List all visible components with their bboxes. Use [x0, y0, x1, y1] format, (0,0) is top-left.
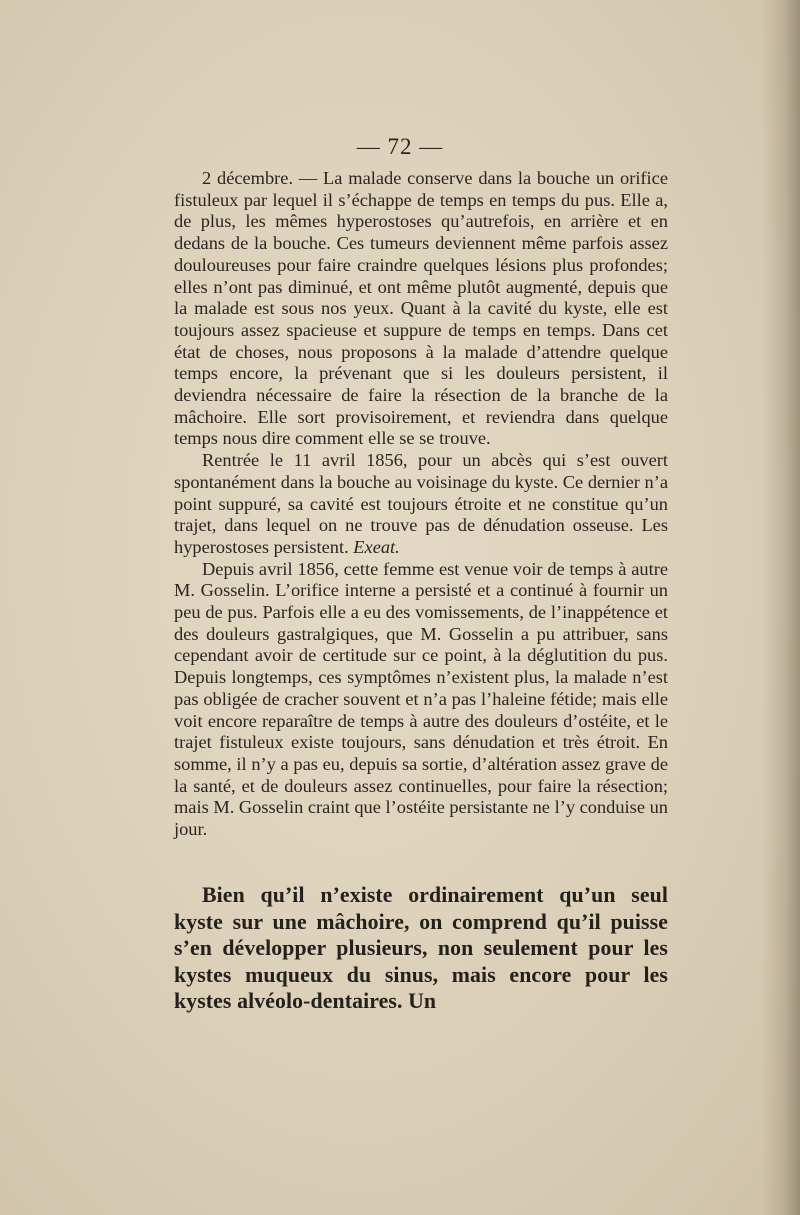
discussion-section: [174, 882, 668, 1015]
paragraph-december: 2 décembre. — La malade conserve dans la bouche un orifice fistuleux par lequel il s’échappe de temps en temps du pus. Elle a, de plus, les mêmes hyperostoses qu’autrefois, en arrière et en dedans de la bouche. Ces tumeurs deviennent même parfois assez douloureuses pour faire craindre quelques lésions plus profondes; elles n’ont pas diminué, et ont même plutôt augmenté, depuis que la malade est sous nos yeux. Quant à la cavité du kyste, elle est toujours assez spacieuse et suppure de temps en temps. Dans cet état de choses, nous proposons à la malade d’attendre quelque temps encore, la prévenant que si les douleurs persistent, il deviendra nécessaire de faire la résection de la branche de la mâchoire. Elle sort provisoirement, et reviendra dans quelque temps nous dire comment elle se se trouve.: [174, 168, 668, 449]
paragraph-readmission-text: Rentrée le 11 avril 1856, pour un abcès qui s’est ouvert spontanément dans la bouche au voisinage du kyste. Ce dernier n’a point suppuré, sa cavité est toujours étroite et ne constitue qu’un trajet, dans lequel on ne trouve pas de dénudation osseuse. Les hyperostoses persistent.: [174, 450, 668, 557]
page-number: — 72 —: [356, 134, 444, 159]
paragraph-follow-up: Depuis avril 1856, cette femme est venue voir de temps à autre M. Gosselin. L’orifice interne a persisté et a continué à fournir un peu de pus. Parfois elle a eu des vomissements, de l’inappétence et des douleurs gastralgiques, que M. Gosselin a pu attribuer, sans cependant avoir de certitude sur ce point, à la déglutition du pus. Depuis longtemps, ces symptômes n’existent plus, la malade n’est pas obligée de cracher souvent et n’a pas l’haleine fétide; mais elle voit encore reparaître de temps à autre des douleurs d’ostéite, et le trajet fistuleux existe toujours, sans dénudation et très étroit. En somme, il n’y a pas eu, depuis sa sortie, d’altération assez grave de la santé, et de douleurs assez continuelles, pour faire la résection; mais M. Gosselin craint que l’ostéite persistante ne l’y conduise un jour.: [174, 558, 668, 840]
case-notes: [174, 168, 668, 841]
paragraph-readmission: [174, 450, 668, 559]
paragraph-multiple-cysts: Bien qu’il n’existe ordinairement qu’un seul kyste sur une mâchoire, on comprend qu’il puisse s’en développer plusieurs, non seulement pour les kystes muqueux du sinus, mais encore pour les kystes alvéolo-dentaires. Un: [174, 883, 668, 1013]
exeat-label: Exeat.: [353, 536, 400, 557]
